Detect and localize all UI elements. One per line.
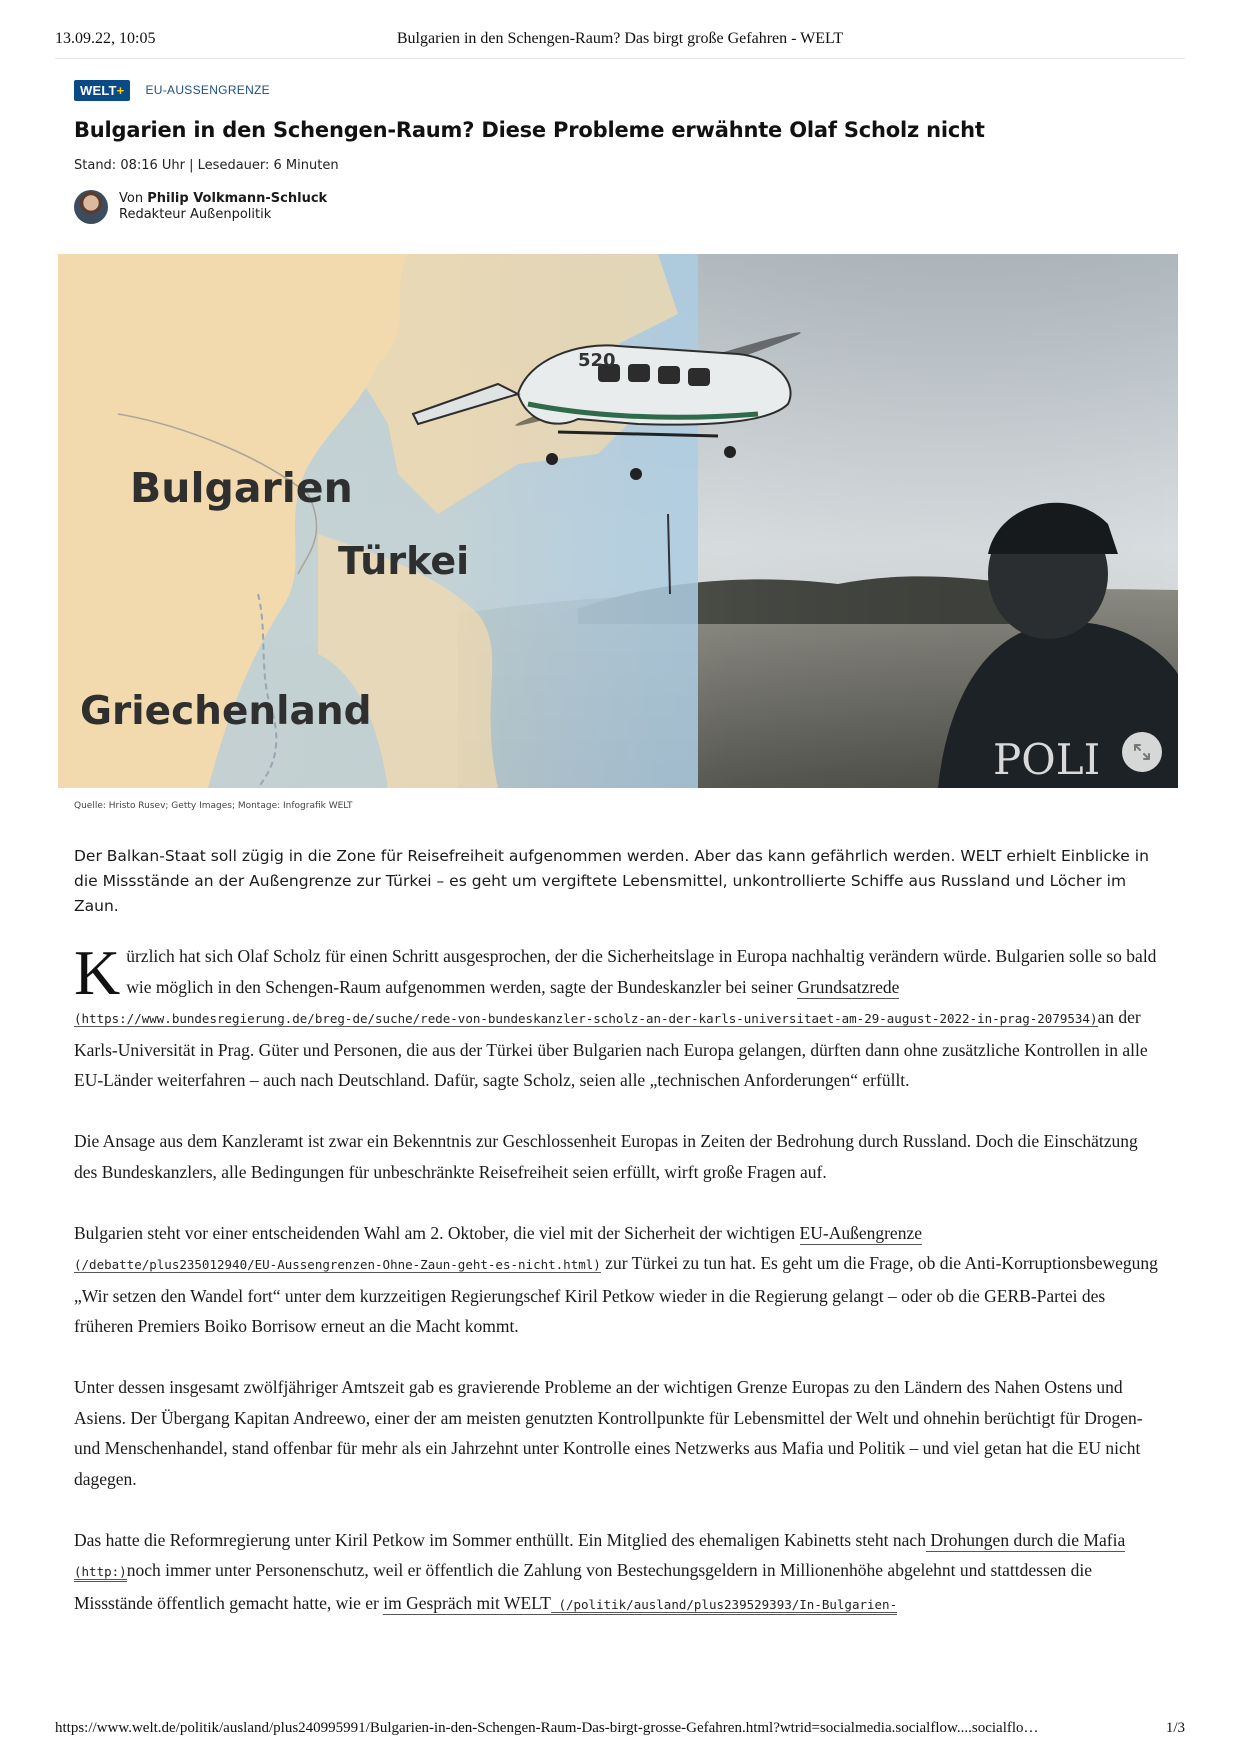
print-date: 13.09.22, 10:05 <box>55 30 156 47</box>
police-lettering: POLI <box>993 735 1101 784</box>
article-header <box>74 78 1166 224</box>
link-gespraech-welt[interactable]: im Gespräch mit WELT (/politik/ausland/plus239529393/In-Bulgarien- <box>383 1592 898 1613</box>
expand-icon <box>1132 742 1152 762</box>
headline: Bulgarien in den Schengen-Raum? Diese Probleme erwähnte Olaf Scholz nicht <box>74 118 985 142</box>
article-body <box>74 937 1164 1651</box>
paragraph-4: Unter dessen insgesamt zwölfjähriger Amtszeit gab es gravierende Probleme an der wichtigen Grenze Europas zu den Ländern des Nahen Ostens und Asiens. Der Übergang Kapitan Andreewo, einer der am meisten genutzten Kontrollpunkte für Lebensmittel der Welt und ohnehin berüchtigt für Drogen- und Menschenhandel, stand offenbar für mehr als ein Jahrzehnt unter Kontrolle eines Netzwerks aus Mafia und Politik – und viel getan hat die EU nicht dagegen. <box>74 1377 1143 1489</box>
paragraph-2: Die Ansage aus dem Kanzleramt ist zwar ein Bekenntnis zur Geschlossenheit Europas in Zeiten der Bedrohung durch Russland. Doch die Einschätzung des Bundeskanzlers, alle Bedingungen für unbeschränkte Reisefreiheit seien erfüllt, wirft große Fragen auf. <box>74 1131 1138 1182</box>
paragraph-1: Kürzlich hat sich Olaf Scholz für einen Schritt ausgesprochen, der die Sicherheitslage in Europa nachhaltig verändern würde. Bulgarien solle so bald wie möglich in den Schengen-Raum aufgenommen werden, sagte der Bundeskanzler bei seiner Grundsatzrede (https://www.bundesregierung.de/breg-de/suche/rede-von-bundeskanzler-scholz-an-der-karls-universitaet-am-29-august-2022-in-prag-2079534)an der Karls-Universität in Prag. Güter und Personen, die aus der Türkei über Bulgarien nach Europa gelangen, dürften dann ohne zusätzliche Kontrollen in alle EU-Länder weiterfahren – auch nach Deutschland. Dafür, sagte Scholz, seien alle „technischen Anforderungen“ erfüllt. <box>74 937 1157 1090</box>
kicker-row <box>74 78 1166 102</box>
link-drohungen-mafia[interactable]: Drohungen durch die Mafia (http:) <box>74 1530 1125 1583</box>
drop-cap: K <box>74 937 121 1008</box>
link-url[interactable]: (https://www.bundesregierung.de/breg-de/suche/rede-von-bundeskanzler-scholz-an-der-karls-universitaet-am-29-august-2022-in-prag-2079534) <box>74 1011 1098 1026</box>
link-eu-aussengrenze[interactable]: EU-Außengrenze <box>799 1222 922 1243</box>
image-caption: Quelle: Hristo Rusev; Getty Images; Montage: Infografik WELT <box>74 801 353 811</box>
print-title: Bulgarien in den Schengen-Raum? Das birgt große Gefahren - WELT <box>396 30 844 47</box>
print-url: https://www.welt.de/politik/ausland/plus240995991/Bulgarien-in-den-Schengen-Raum-Das-birgt-grosse-Gefahren.html?wtrid=socialmedia.socialflow....socialflo… <box>55 1720 1039 1736</box>
avatar[interactable] <box>74 190 108 224</box>
welt-plus-logo[interactable]: WELT+ <box>74 80 130 101</box>
hero-montage <box>58 254 1178 788</box>
author-name[interactable]: Philip Volkmann-Schluck <box>147 191 328 206</box>
helicopter-number: 520 <box>578 350 616 371</box>
print-header <box>55 30 1185 59</box>
topic-kicker[interactable]: EU-AUSSENGRENZE <box>145 83 270 97</box>
hero-image[interactable] <box>58 254 1178 788</box>
map-label-griechenland: Griechenland <box>80 689 372 734</box>
map-label-tuerkei: Türkei <box>338 539 470 583</box>
author-role: Redakteur Außenpolitik <box>119 207 272 222</box>
article-intro: Der Balkan-Staat soll zügig in die Zone für Reisefreiheit aufgenommen werden. Aber das kann gefährlich werden. WELT erhielt Einblicke in die Missstände an der Außengrenze zur Türkei – es geht um vergiftete Lebensmittel, unkontrollierte Schiffe aus Russland und Löcher im Zaun. <box>74 847 1149 915</box>
article-meta: Stand: 08:16 Uhr | Lesedauer: 6 Minuten <box>74 158 339 173</box>
expand-image-button[interactable] <box>1122 732 1162 772</box>
author-prefix: Von <box>119 191 148 206</box>
page-number: 1/3 <box>1165 1720 1185 1736</box>
author-block[interactable] <box>74 190 1166 224</box>
print-footer <box>55 1720 1185 1737</box>
link-url[interactable]: (/debatte/plus235012940/EU-Aussengrenzen-Ohne-Zaun-geht-es-nicht.html) <box>74 1257 601 1272</box>
map-label-bulgarien: Bulgarien <box>130 464 353 512</box>
paragraph-5: Das hatte die Reformregierung unter Kiril Petkow im Sommer enthüllt. Ein Mitglied des ehemaligen Kabinetts steht nach Drohungen durch die Mafia (http:)noch immer unter Personenschutz, weil er öffentlich die Zahlung von Bestechungsgeldern in Millionenhöhe abgelehnt und stattdessen die Missstände öffentlich gemacht hatte, wie er im Gespräch mit WELT (/politik/ausland/plus239529393/In-Bulgarien- <box>74 1529 1126 1613</box>
link-grundsatzrede[interactable]: Grundsatzrede <box>797 976 900 997</box>
paragraph-3: Bulgarien steht vor einer entscheidenden Wahl am 2. Oktober, die viel mit der Sicherheit der wichtigen EU-Außengrenze (/debatte/plus235012940/EU-Aussengrenzen-Ohne-Zaun-geht-es-nicht.html) zur Türkei zu tun hat. Es geht um die Frage, ob die Anti-Korruptionsbewegung „Wir setzen den Wandel fort“ unter dem kurzzeitigen Regierungschef Kiril Petkow wieder in die Regierung gelangt – oder ob die GERB-Partei des früheren Premiers Boiko Borrisow erneut an die Macht kommt. <box>74 1222 1158 1336</box>
